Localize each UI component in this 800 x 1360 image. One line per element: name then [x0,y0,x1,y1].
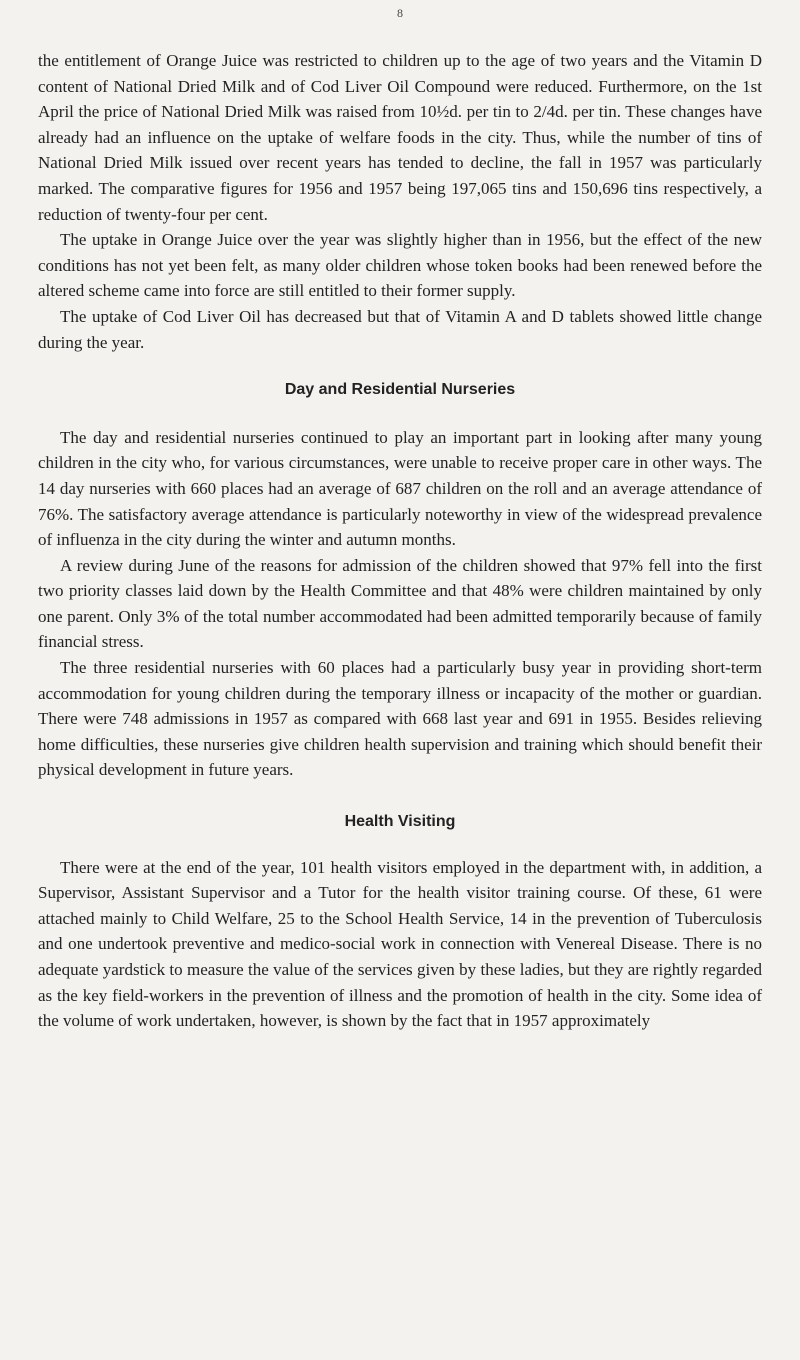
paragraph-nurseries-admission-review: A review during June of the reasons for admission of the children showed that 97% fell into the first two priority classes laid down by the Health Committee and that 48% were children maintained by only one parent. Only 3% of the total number accommodated had been admitted temporarily because of family financial stress. [38,555,762,652]
paragraph-health-visitors: There were at the end of the year, 101 health visitors employed in the department with, in addition, a Supervisor, Assistant Supervisor and a Tutor for the health visitor training course. Of these, 61 were attached mainly to Child Welfare, 25 to the School Health Service, 14 in the prevention of Tuberculosis and one undertook preventive and medico-social work in connection with Venereal Disease. There is no adequate yardstick to measure the value of the services given by these ladies, but they are rightly regarded as the key field-workers in the prevention of illness and the promotion of health in the city. Some idea of the volume of work undertaken, however, is shown by the fact that in 1957 approximately [38,857,762,1031]
paragraph-welfare-foods-continued: the entitlement of Orange Juice was restricted to children up to the age of two years and the Vitamin D content of National Dried Milk and of Cod Liver Oil Compound were reduced. Furthermore, on the 1st April the price of National Dried Milk was raised from 10½d. per tin to 2/4d. per tin. These changes have already had an influence on the uptake of welfare foods in the city. Thus, while the number of tins of National Dried Milk issued over recent years has tended to decline, the fall in 1957 was particularly marked. The comparative figures for 1956 and 1957 being 197,065 tins and 150,696 tins respectively, a reduction of twenty-four per cent. [38,51,762,224]
paragraph-nurseries-attendance: The day and residential nurseries continued to play an important part in looking after many young children in the city who, for various circumstances, were unable to receive proper care in other ways. The 14 day nurseries with 660 places had an average of 687 children on the roll and an average attendance of 76%. The satisfactory average attendance is particularly noteworthy in view of the widespread prevalence of influenza in the city during the winter and autumn months. [38,427,762,550]
section-heading-health-visiting: Health Visiting [344,813,456,831]
paragraph-residential-nurseries: The three residential nurseries with 60 places had a particularly busy year in providing short-term accommodation for young children during the temporary illness or incapacity of the mother or guardian. There were 748 admissions in 1957 as compared with 668 last year and 691 in 1955. Besides relieving home difficulties, these nurseries give children health supervision and training which should benefit their physical development in future years. [38,658,762,780]
paragraph-cod-liver-oil-uptake: The uptake of Cod Liver Oil has decreased but that of Vitamin A and D tablets showed little change during the year. [38,306,762,352]
document-body [38,48,762,1034]
paragraph-orange-juice-uptake: The uptake in Orange Juice over the year was slightly higher than in 1956, but the effect of the new conditions has not yet been felt, as many older children whose token books had been renewed before the altered scheme came into force are still entitled to their former supply. [38,230,762,301]
section-heading-nurseries: Day and Residential Nurseries [284,381,516,399]
page-number: 8 [397,6,403,20]
